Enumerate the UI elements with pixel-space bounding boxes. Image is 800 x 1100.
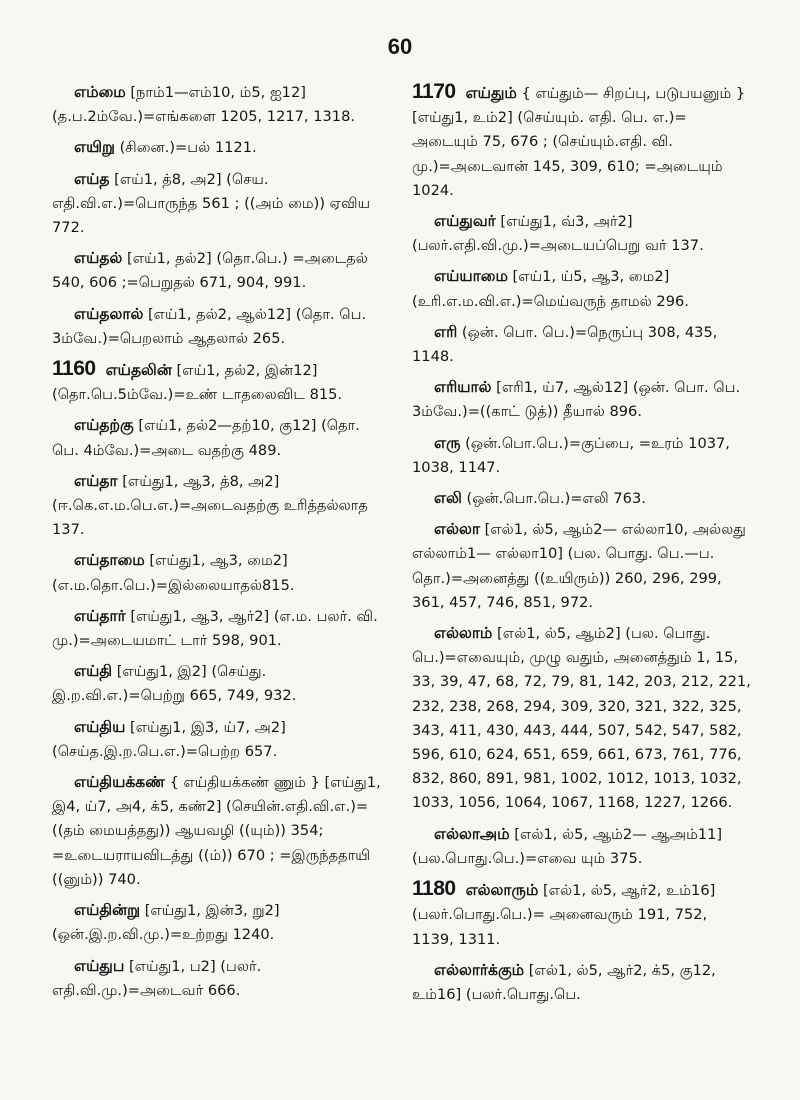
headword: எய்தார் <box>74 606 126 625</box>
dictionary-entry <box>412 822 752 871</box>
headword: எய்யாமை <box>434 267 508 286</box>
dictionary-entry <box>52 898 390 947</box>
dictionary-entry <box>52 357 390 407</box>
dictionary-entry <box>412 431 752 480</box>
dictionary-entry <box>412 486 752 511</box>
dictionary-entry <box>412 375 752 424</box>
dictionary-entry <box>412 877 752 952</box>
dictionary-entry <box>52 413 390 462</box>
dictionary-entry <box>52 302 390 351</box>
entry-definition: [எய்து1, ஆ3, ஆர்2] (எ.ம. பலர். வி. மு.)=அடையமாட் டார் 598, 901. <box>52 607 378 650</box>
dictionary-entry <box>412 320 752 369</box>
headword: எய்தலால் <box>74 304 144 323</box>
entry-definition: [எய்1, தல்2, இன்12] (தொ.பெ.5ம்வே.)=உண் டாதலைவிட 815. <box>52 362 343 404</box>
dictionary-entry <box>412 517 752 615</box>
entry-definition: (ஒன்.பொ.பெ.)=எலி 763. <box>461 490 646 508</box>
headword: எலி <box>434 489 462 508</box>
headword: எரு <box>434 433 461 452</box>
dictionary-entry <box>52 80 390 129</box>
entry-definition: (சினை.)=பல் 1121. <box>114 139 257 157</box>
entry-definition: (ஒன்.பொ.பெ.)=குப்பை, =உரம் 1037, 1038, 1147. <box>412 434 730 476</box>
entry-definition: [எய்து1, இ2] (செய்து. இ.ற.வி.எ.)=பெற்று 665, 749, 932. <box>52 663 297 705</box>
headword: எரி <box>434 322 458 341</box>
page-number: 60 <box>387 34 413 59</box>
dictionary-entry <box>52 659 390 708</box>
entry-number: 1160 <box>52 357 96 381</box>
entry-number: 1180 <box>412 877 456 901</box>
entry-definition: { எய்தும்— சிறப்பு, படுபயனும் } [எய்து1, உம்2] (செய்யும். எதி. பெ. எ.)= அடையும் 75, 676 ; (செய்யும்.எதி. வி. மு.)=அடைவான் 145, 309, 610; =அடையும் 1024. <box>412 85 746 199</box>
headword: எய்தல் <box>74 249 123 268</box>
entry-definition: [எய்து1, வ்3, அர்2] (பலர்.எதி.வி.மு.)=அடையப்பெறு வர் 137. <box>412 213 704 255</box>
dictionary-entry <box>412 209 752 258</box>
dictionary-entry <box>52 469 390 543</box>
entry-definition: (ஒன். பொ. பெ.)=நெருப்பு 308, 435, 1148. <box>412 323 718 366</box>
headword: எய்தி <box>74 662 113 681</box>
entry-definition: { எய்தியக்கண் ணும் } [எய்து1, இ4, ய்7, அ4, க்5, கண்2] (செயின்.எதி.வி.எ.)=((தம் மையத்தது)) ஆயவழி ((யும்)) 354; =உடையராயவிடத்து ((ம்)) 670 ; =இருந்ததாயி ((னும்)) 740. <box>52 774 381 888</box>
entry-definition: [எய்1, தல்2—தற்10, கு12] (தொ. பெ. 4ம்வே.)=அடை வதற்கு 489. <box>52 417 360 459</box>
entry-number: 1170 <box>412 80 456 103</box>
entry-definition: [எல்1, ல்5, ஆர்2, உம்16] (பலர்.பொது.பெ.)= அனைவரும் 191, 752, 1139, 1311. <box>412 882 716 948</box>
headword: எய்தற்கு <box>74 416 134 435</box>
entry-definition: [எய்து1, ஆ3, மை2] (எ.ம.தொ.பெ.)=இல்லையாதல்815. <box>52 552 295 594</box>
entry-definition: [எல்1, ல்5, ஆம்2— ஆஅம்11] (பல.பொது.பெ.)=எவை யும் 375. <box>412 825 723 867</box>
headword: எயிறு <box>74 138 115 157</box>
entry-definition: [நாம்1—எம்10, ம்5, ஐ12] (த.ப.2ம்வே.)=எங்களை 1205, 1217, 1318. <box>52 84 355 126</box>
dictionary-entry <box>52 135 390 160</box>
dictionary-entry <box>412 264 752 313</box>
headword: எய்தும் <box>465 84 517 102</box>
dictionary-entry <box>412 80 752 203</box>
headword: எய்திய <box>74 717 126 736</box>
entry-definition: [எய்1, த்8, அ2] (செய. எதி.வி.எ.)=பொருந்த 561 ; ((அம் மை)) ஏவிய 772. <box>52 170 371 237</box>
headword: எல்லாம் <box>434 624 493 643</box>
entry-definition: [எல்1, ல்5, ஆம்2— எல்லா10, அல்லது எல்லாம்1— எல்லா10] (பல. பொது. பெ.—ப. தொ.)=அனைத்து ((உயிரும்)) 260, 296, 299, 361, 457, 746, 851, 972. <box>412 521 746 611</box>
entry-definition: [எய்து1, இ3, ய்7, அ2] (செய்த.இ.ற.பெ.எ.)=பெற்ற 657. <box>52 718 286 760</box>
headword: எய்தின்று <box>74 901 141 920</box>
headword: எய்த <box>74 169 110 188</box>
dictionary-entry <box>412 621 752 816</box>
right-column <box>412 80 752 1013</box>
headword: எய்தியக்கண் <box>74 773 165 792</box>
headword: எய்துவர் <box>434 212 496 231</box>
headword: எய்துப <box>74 956 125 975</box>
left-column <box>52 80 390 1009</box>
headword: எய்தாமை <box>74 551 145 570</box>
dictionary-entry <box>52 548 390 597</box>
headword: எய்தலின் <box>105 361 172 380</box>
entry-definition: [எய்து1, ப2] (பலர். எதி.வி.மு.)=அடைவர் 666. <box>52 957 262 999</box>
headword: எய்தா <box>74 471 118 490</box>
headword: எல்லாஅம் <box>434 824 510 843</box>
headword: எல்லார்க்கும் <box>434 960 525 979</box>
dictionary-entry <box>52 246 390 295</box>
entry-definition: [எய்1, தல்2] (தொ.பெ.) =அடைதல் 540, 606 ;=பெறுதல் 671, 904, 991. <box>52 250 368 292</box>
entry-definition: [எய்து1, இன்3, று2] (ஒன்.இ.ற.வி.மு.)=உற்றது 1240. <box>52 902 280 944</box>
dictionary-entry <box>52 954 390 1003</box>
dictionary-entry <box>412 958 752 1007</box>
headword: எல்லாரும் <box>465 881 539 900</box>
headword: எல்லா <box>434 520 480 539</box>
entry-definition: [எய்து1, ஆ3, த்8, அ2] (ஈ.கெ.எ.ம.பெ.எ.)=அடைவதற்கு உரித்தல்லாத 137. <box>52 472 368 539</box>
entry-definition: [எல்1, ல்5, ஆர்2, க்5, கு12, உம்16] (பலர்.பொது.பெ. <box>412 961 716 1003</box>
entry-definition: [எய்1, தல்2, ஆல்12] (தொ. பெ. 3ம்வே.)=பெறலாம் ஆதலால் 265. <box>52 305 367 347</box>
dictionary-entry <box>52 715 390 764</box>
entry-definition: [எய்1, ய்5, ஆ3, மை2] (உரி.எ.ம.வி.எ.)=மெய்வருந் தாமல் 296. <box>412 268 689 310</box>
dictionary-entry <box>52 770 390 892</box>
headword: எரியால் <box>434 378 492 397</box>
entry-definition: [எரி1, ய்7, ஆல்12] (ஒன். பொ. பெ. 3ம்வே.)=((காட் டுத்)) தீயால் 896. <box>412 379 741 421</box>
entry-definition: [எல்1, ல்5, ஆம்2] (பல. பொது. பெ.)=எவையும், முழு வதும், அனைத்தும் 1, 15, 33, 39, 47, 68, 72, 79, 81, 142, 203, 212, 221, 232, 238, 268, 294, 309, 320, 321, 322, 325, 343, 411, 430, 443, 444, 507, 542, 547, 582, 596, 610, 624, 651, 659, 661, 673, 761, 776, 832, 860, 891, 981, 1002, 1012, 1013, 1032, 1033, 1056, 1064, 1067, 1168, 1227, 1266. <box>412 625 751 812</box>
headword: எம்மை <box>74 83 126 101</box>
dictionary-entry <box>52 604 390 653</box>
dictionary-entry <box>52 167 390 241</box>
